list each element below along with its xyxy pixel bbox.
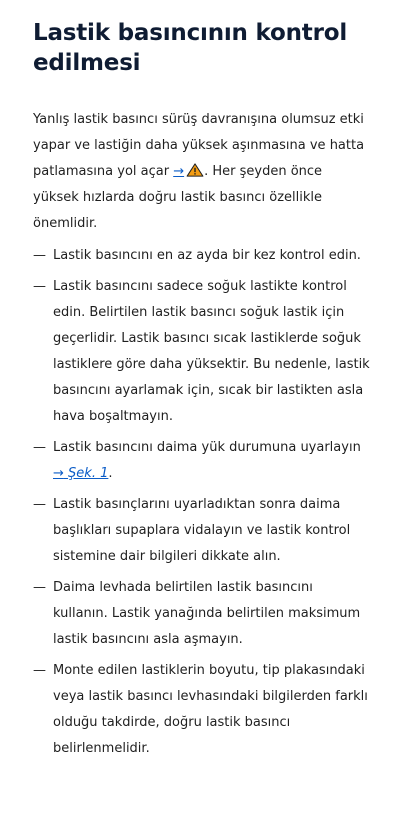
list-item-suffix: . bbox=[108, 466, 113, 481]
intro-text-after: . Her şeyden önce yüksek hızlarda doğru lastik basıncı özellikle önemlidir. bbox=[33, 164, 323, 231]
list-item-text: Monte edilen lastiklerin boyutu, tip plakasındaki veya lastik basıncı levhasındaki bilgilerden farklı olduğu takdirde, doğru lastik basıncı belirlenmelidir. bbox=[53, 663, 368, 756]
list-item-text: Lastik basıncını en az ayda bir kez kontrol edin. bbox=[53, 248, 361, 263]
list-item bbox=[33, 435, 370, 487]
figure-link[interactable] bbox=[53, 466, 108, 481]
list-item-text: Lastik basıncını sadece soğuk lastikte kontrol edin. Belirtilen lastik basıncı soğuk lastik için geçerlidir. Lastik basıncı sıcak lastiklerde soğuk lastiklere göre daha yüksektir. Bu nedenle, lastik basıncını ayarlamak için, sıcak bir lastikten asla hava boşaltmayın. bbox=[53, 279, 370, 424]
bullet-dash: — bbox=[33, 580, 46, 595]
list-item bbox=[33, 274, 370, 430]
bullet-dash: — bbox=[33, 497, 46, 512]
intro-paragraph bbox=[33, 107, 370, 237]
link-arrow-icon: → bbox=[173, 164, 185, 179]
bullet-dash: — bbox=[33, 248, 46, 263]
list-item-text: Lastik basıncını daima yük durumuna uyarlayın bbox=[53, 440, 361, 455]
intro-text-before: Yanlış lastik basıncı sürüş davranışına olumsuz etki yapar ve lastiğin daha yüksek aşınmasına ve hatta patlamasına yol açar bbox=[33, 112, 365, 179]
list-item-text: Daima levhada belirtilen lastik basıncını kullanın. Lastik yanağında belirtilen maksimum lastik basıncını asla aşmayın. bbox=[53, 580, 361, 647]
list-item-text: Lastik basınçlarını uyarladıktan sonra daima başlıkları supaplara vidalayın ve lastik kontrol sistemine dair bilgileri dikkate alın. bbox=[53, 497, 351, 564]
bullet-dash: — bbox=[33, 663, 46, 678]
page-title: Lastik basıncının kontrol edilmesi bbox=[33, 20, 348, 76]
list-item bbox=[33, 575, 370, 653]
link-arrow-icon: → bbox=[53, 466, 64, 481]
list-item bbox=[33, 658, 370, 762]
list-item bbox=[33, 492, 370, 570]
list-item bbox=[33, 243, 370, 269]
bullet-dash: — bbox=[33, 440, 46, 455]
bullet-dash: — bbox=[33, 279, 46, 294]
warning-triangle-icon bbox=[186, 163, 204, 177]
figure-link-label: Şek. 1 bbox=[68, 466, 109, 481]
instruction-list bbox=[33, 243, 370, 762]
warning-link[interactable] bbox=[173, 164, 204, 179]
